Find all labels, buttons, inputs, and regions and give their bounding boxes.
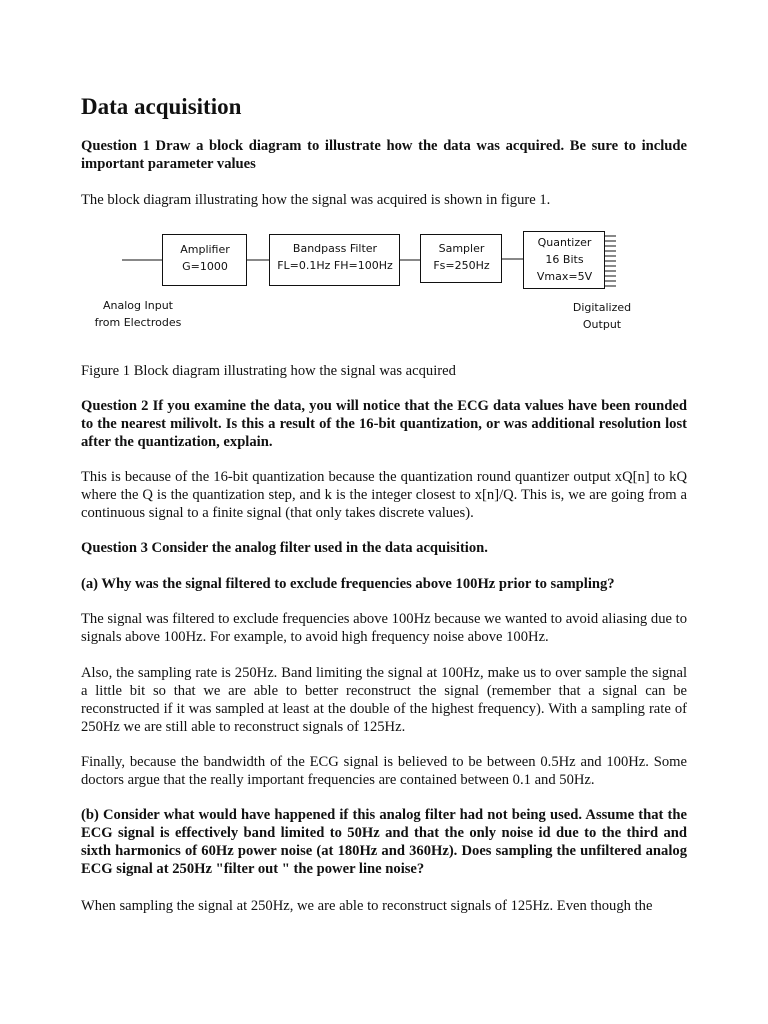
question-3b-answer: When sampling the signal at 250Hz, we are able to reconstruct signals of 125Hz. Even though the xyxy=(81,898,653,914)
figure-caption: Figure 1 Block diagram illustrating how the signal was acquired xyxy=(81,363,456,379)
digitalized-output-label: Digitalized Output xyxy=(572,301,632,331)
question-1: Question 1 Draw a block diagram to illustrate how the data was acquired. Be sure to include important parameter values xyxy=(81,138,687,172)
amplifier-label: Amplifier G=1000 xyxy=(180,243,230,273)
quantizer-label: Quantizer 16 Bits Vmax=5V xyxy=(536,236,593,283)
question-3a-answer-3: Finally, because the bandwidth of the ECG signal is believed to be between 0.5Hz and 100Hz. Some doctors argue that the really important frequencies are contained between 0.1 and 50Hz. xyxy=(81,754,687,788)
amplifier-box xyxy=(163,235,247,286)
question-3a-answer-1: The signal was filtered to exclude frequencies above 100Hz because we wanted to avoid aliasing due to signals above 100Hz. For example, to avoid high frequency noise above 100Hz. xyxy=(81,611,687,645)
quantizer-box xyxy=(524,232,605,289)
bandpass-filter-box xyxy=(270,235,400,286)
sampler-label: Sampler Fs=250Hz xyxy=(433,242,490,272)
question-3b: (b) Consider what would have happened if this analog filter had not being used. Assume that the ECG signal is effectively band limited to 50Hz and that the only noise id due to the third and sixth harmonics of 60Hz power noise (at 180Hz and 360Hz). Does sampling the unfiltered analog ECG signal at 250Hz "filter out " the power line noise? xyxy=(81,807,687,877)
question-2: Question 2 If you examine the data, you will notice that the ECG data values have been rounded to the nearest milivolt. Is this a result of the 16-bit quantization, or was additional resolution lost after the quantization, explain. xyxy=(81,398,687,450)
digital-output-lines xyxy=(605,236,616,286)
analog-input-label: Analog Input from Electrodes xyxy=(94,299,182,329)
question-3a: (a) Why was the signal filtered to exclude frequencies above 100Hz prior to sampling? xyxy=(81,576,615,592)
question-2-answer: This is because of the 16-bit quantization because the quantization round quantizer output xQ[n] to kQ where the Q is the quantization step, and k is the integer closest to x[n]/Q. This is, we are going from a continuous signal to a finite signal (that only takes discrete values). xyxy=(81,469,687,521)
question-3a-answer-2: Also, the sampling rate is 250Hz. Band limiting the signal at 100Hz, make us to over sample the signal a little bit so that we are able to better reconstruct the signal (remember that a signal can be reconstructed if it was sampled at least at the double of the highest frequency). With a sampling rate of 250Hz we are still able to reconstruct signals of 125Hz. xyxy=(81,665,687,735)
bandpass-filter-label: Bandpass Filter FL=0.1Hz FH=100Hz xyxy=(277,242,393,272)
question-3: Question 3 Consider the analog filter used in the data acquisition. xyxy=(81,540,488,556)
page-title: Data acquisition xyxy=(81,94,242,119)
sampler-box xyxy=(421,235,502,283)
question-1-answer: The block diagram illustrating how the signal was acquired is shown in figure 1. xyxy=(81,192,551,208)
